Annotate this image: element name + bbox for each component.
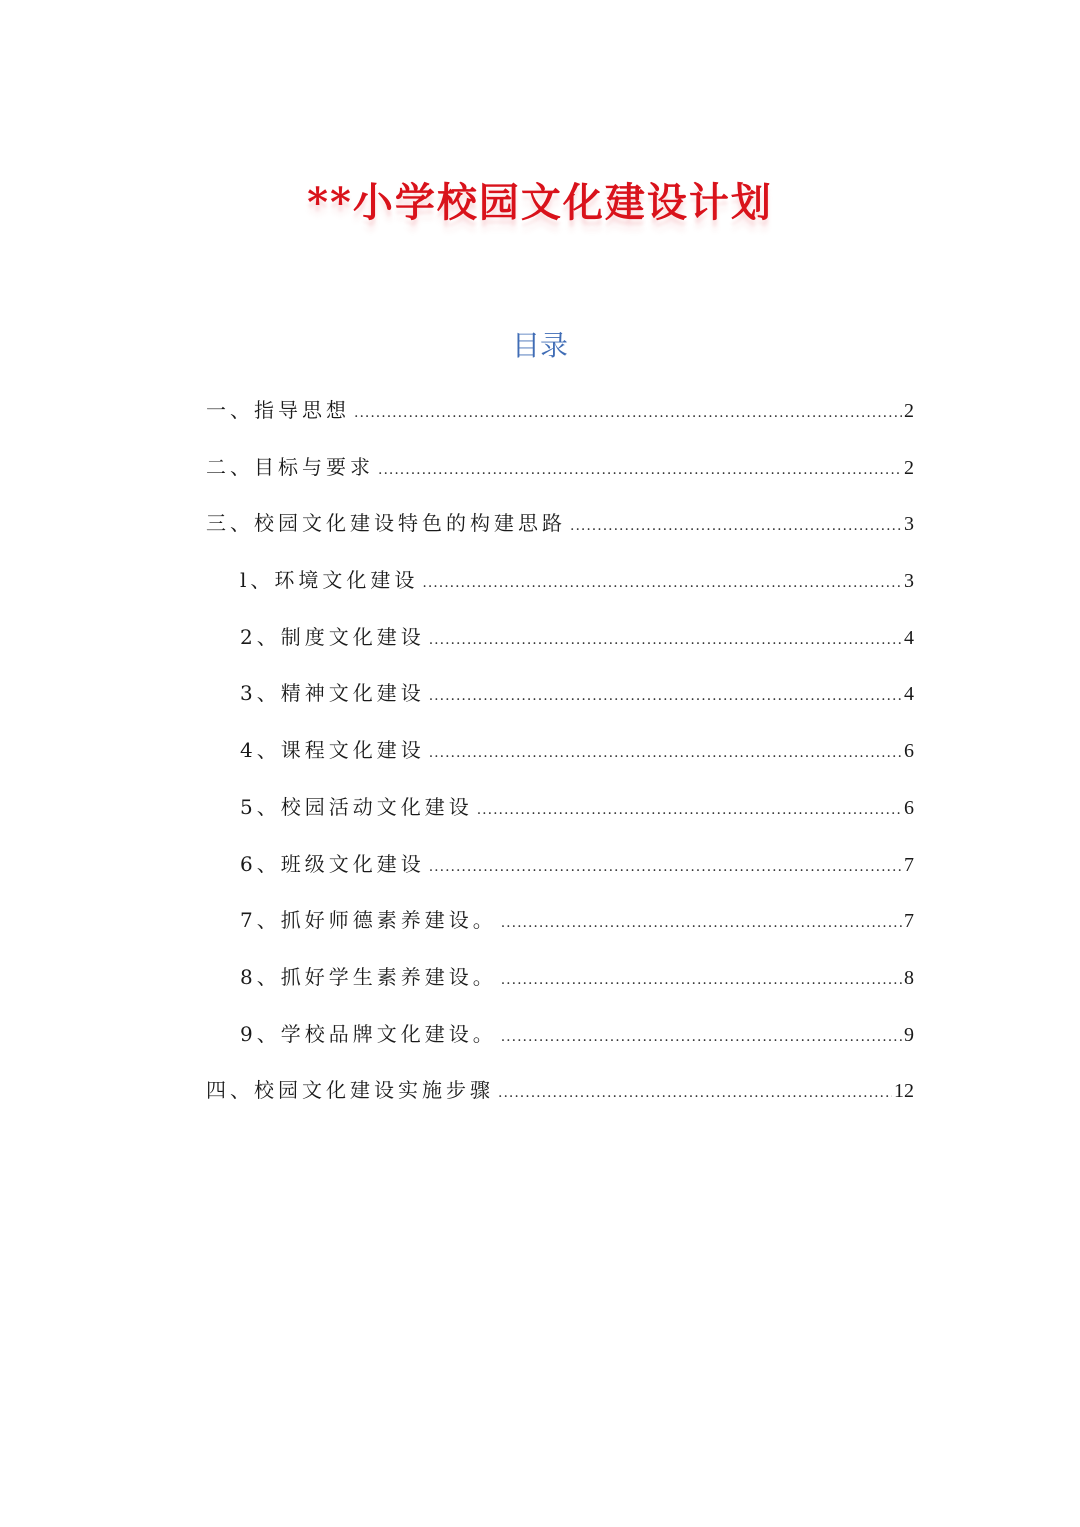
toc-dot-leader (422, 555, 902, 612)
toc-entry[interactable] (206, 552, 914, 609)
toc-page-number: 6 (904, 740, 914, 763)
toc-entry-label: 5、校园活动文化建设 (240, 794, 473, 819)
toc-page-number: 4 (904, 626, 914, 649)
toc-heading: 目录 (511, 329, 568, 362)
toc-dot-leader (354, 385, 902, 442)
toc-entry-label: 四、校园文化建设实施步骤 (206, 1078, 494, 1103)
toc-dot-leader (378, 442, 902, 499)
toc-entry[interactable] (206, 722, 914, 779)
toc-page-number: 9 (904, 1023, 914, 1046)
toc-page-number: 2 (904, 456, 914, 479)
toc-entry-label: 三、校园文化建设特色的构建思路 (206, 511, 566, 536)
toc-entry-label: 3、精神文化建设 (240, 681, 425, 706)
toc-page-number: 8 (904, 966, 914, 989)
table-of-contents (206, 382, 914, 1119)
toc-entry[interactable] (206, 779, 914, 836)
toc-entry[interactable] (206, 665, 914, 722)
toc-entry-label: 9、学校品牌文化建设。 (240, 1021, 497, 1046)
toc-page-number: 7 (904, 853, 914, 876)
toc-page-number: 12 (894, 1080, 914, 1103)
toc-dot-leader (501, 1009, 902, 1066)
toc-dot-leader (429, 668, 902, 725)
toc-dot-leader (501, 952, 902, 1009)
toc-entry-label: 4、课程文化建设 (240, 738, 425, 763)
toc-page-number: 3 (904, 513, 914, 536)
toc-entry[interactable] (206, 836, 914, 893)
toc-entry-label: 6、班级文化建设 (240, 851, 425, 876)
toc-entry[interactable] (206, 1006, 914, 1063)
toc-entry[interactable] (206, 949, 914, 1006)
toc-entry-label: 8、抓好学生素养建设。 (240, 964, 497, 989)
toc-dot-leader (570, 498, 902, 555)
toc-entry-label: 2、制度文化建设 (240, 624, 425, 649)
toc-dot-leader (477, 782, 902, 839)
toc-entry-label: 7、抓好师德素养建设。 (240, 908, 497, 933)
toc-entry-label: l、环境文化建设 (240, 568, 419, 593)
toc-dot-leader (498, 1065, 892, 1122)
toc-dot-leader (429, 612, 902, 669)
toc-dot-leader (429, 839, 902, 896)
document-title: **小学校园文化建设计划 (307, 178, 773, 226)
toc-entry[interactable] (206, 495, 914, 552)
toc-entry[interactable] (206, 892, 914, 949)
toc-entry-label: 二、目标与要求 (206, 454, 374, 479)
toc-entry[interactable] (206, 439, 914, 496)
toc-page-number: 2 (904, 400, 914, 422)
toc-page-number: 4 (904, 683, 914, 706)
toc-entry[interactable] (206, 382, 914, 439)
toc-page-number: 6 (904, 796, 914, 819)
toc-page-number: 3 (904, 570, 914, 593)
toc-entry-label: 一、指导思想 (206, 398, 350, 422)
toc-dot-leader (429, 725, 902, 782)
toc-page-number: 7 (904, 910, 914, 933)
toc-entry[interactable] (206, 609, 914, 666)
toc-entry[interactable] (206, 1062, 914, 1119)
toc-dot-leader (501, 895, 902, 952)
